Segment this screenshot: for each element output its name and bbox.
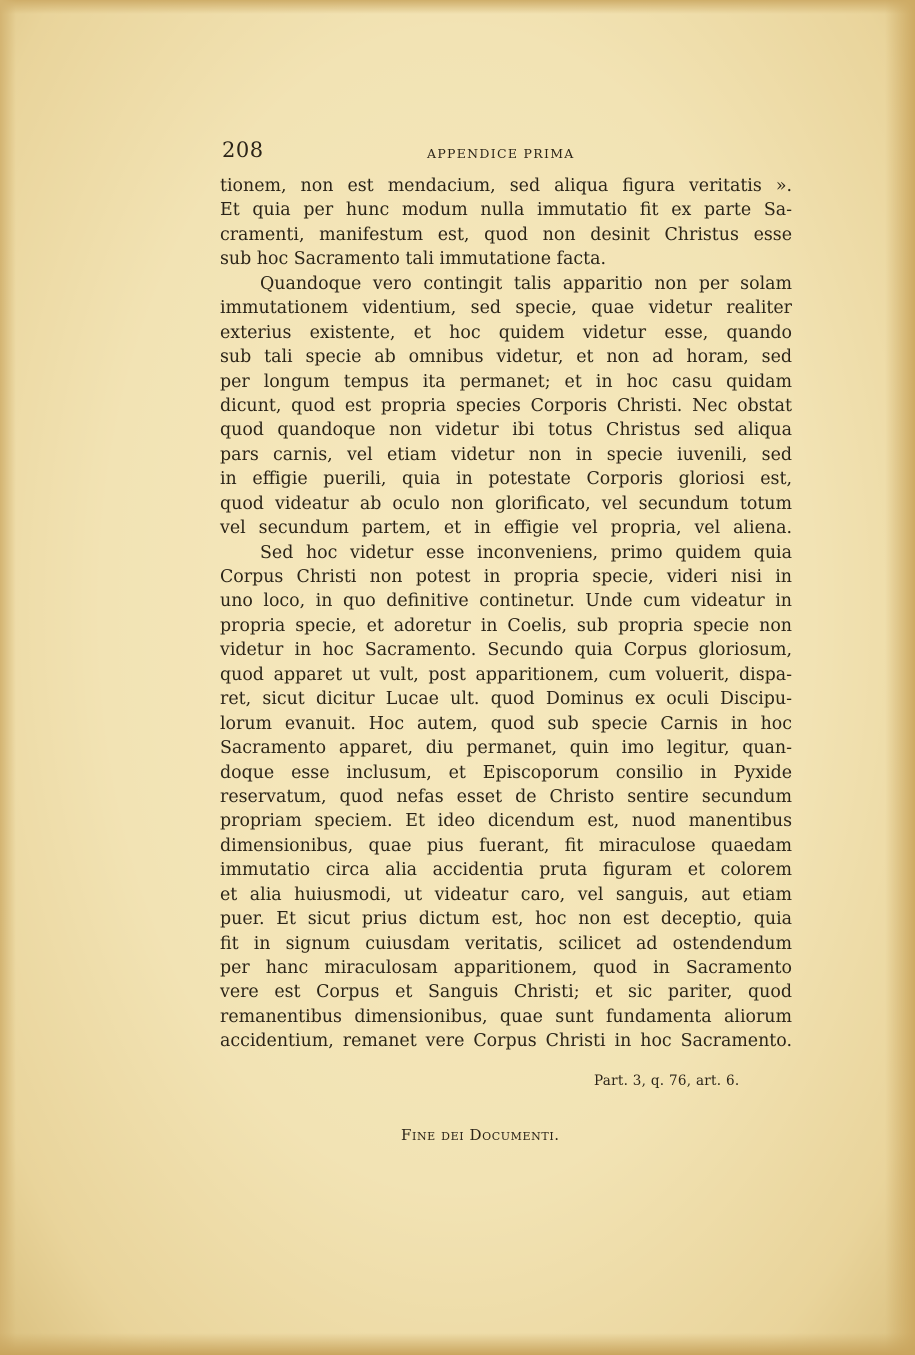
citation: Part. 3, q. 76, art. 6. bbox=[594, 1073, 740, 1089]
text-line: dicunt, quod est propria species Corporis Christi. Nec obstat bbox=[220, 395, 792, 416]
text-line: pars carnis, vel etiam videtur non in specie iuvenili, sed bbox=[220, 444, 792, 465]
text-line: Et quia per hunc modum nulla immutatio fit ex parte Sa- bbox=[220, 200, 792, 221]
page-edge-right bbox=[885, 0, 915, 1355]
text-line: vel secundum partem, et in effigie vel propria, vel aliena. bbox=[220, 518, 792, 539]
text-line: Quandoque vero contingit talis apparitio non per solam bbox=[260, 273, 792, 294]
text-line: sub hoc Sacramento tali immutatione facta. bbox=[220, 249, 606, 270]
body-text bbox=[220, 174, 792, 1054]
text-line: tionem, non est mendacium, sed aliqua figura veritatis ». bbox=[220, 176, 792, 196]
text-line: doque esse inclusum, et Episcoporum consilio in Pyxide bbox=[220, 762, 792, 783]
closing-note: Fine dei Documenti. bbox=[401, 1126, 560, 1144]
text-line: fit in signum cuiusdam veritatis, scilicet ad ostendendum bbox=[220, 933, 792, 954]
text-line: propriam speciem. Et ideo dicendum est, nuod manentibus bbox=[220, 811, 792, 832]
text-line: remanentibus dimensionibus, quae sunt fundamenta aliorum bbox=[220, 1006, 792, 1027]
text-line: Sacramento apparet, diu permanet, quin imo legitur, quan- bbox=[220, 738, 792, 759]
text-line: et alia huiusmodi, ut videatur caro, vel sanguis, aut etiam bbox=[220, 884, 792, 905]
text-line: per hanc miraculosam apparitionem, quod in Sacramento bbox=[220, 958, 792, 978]
text-line: quod quandoque non videtur ibi totus Christus sed aliqua bbox=[220, 420, 792, 441]
text-line: immutationem videntium, sed specie, quae videtur realiter bbox=[220, 298, 792, 319]
text-line: exterius existente, et hoc quidem videtur esse, quando bbox=[220, 322, 792, 343]
text-line: reservatum, quod nefas esset de Christo sentire secundum bbox=[220, 786, 792, 807]
text-line: quod apparet ut vult, post apparitionem, cum voluerit, dispa- bbox=[220, 664, 792, 685]
running-head: APPENDICE PRIMA bbox=[427, 146, 575, 161]
text-line: puer. Et sicut prius dictum est, hoc non est deceptio, quia bbox=[220, 909, 792, 930]
text-line: Corpus Christi non potest in propria specie, videri nisi in bbox=[220, 567, 792, 587]
page-number: 208 bbox=[222, 138, 264, 162]
text-line: dimensionibus, quae pius fuerant, fit miraculose quaedam bbox=[220, 835, 792, 856]
text-line: accidentium, remanet vere Corpus Christi in hoc Sacramento. bbox=[220, 1031, 792, 1052]
page-header bbox=[222, 138, 792, 168]
text-line: Sed hoc videtur esse inconveniens, primo quidem quia bbox=[260, 542, 792, 563]
text-line: in effigie puerili, quia in potestate Corporis gloriosi est, bbox=[220, 469, 792, 490]
page-edge-left bbox=[0, 0, 16, 1355]
text-line: lorum evanuit. Hoc autem, quod sub specie Carnis in hoc bbox=[220, 713, 792, 734]
text-line: cramenti, manifestum est, quod non desinit Christus esse bbox=[220, 224, 792, 245]
text-line: uno loco, in quo definitive continetur. Unde cum videatur in bbox=[220, 591, 792, 612]
text-line: videtur in hoc Sacramento. Secundo quia Corpus gloriosum, bbox=[220, 640, 792, 661]
page-edge-bottom bbox=[0, 1333, 915, 1355]
text-line: vere est Corpus et Sanguis Christi; et sic pariter, quod bbox=[220, 982, 792, 1003]
text-line: immutatio circa alia accidentia pruta figuram et colorem bbox=[220, 860, 792, 881]
text-line: sub tali specie ab omnibus videtur, et non ad horam, sed bbox=[220, 347, 792, 368]
text-line: per longum tempus ita permanet; et in hoc casu quidam bbox=[220, 371, 792, 392]
text-line: quod videatur ab oculo non glorificato, vel secundum totum bbox=[220, 493, 792, 514]
page-edge-top bbox=[0, 0, 915, 14]
text-line: ret, sicut dicitur Lucae ult. quod Dominus ex oculi Discipu- bbox=[220, 689, 792, 710]
text-line: propria specie, et adoretur in Coelis, sub propria specie non bbox=[220, 615, 792, 636]
